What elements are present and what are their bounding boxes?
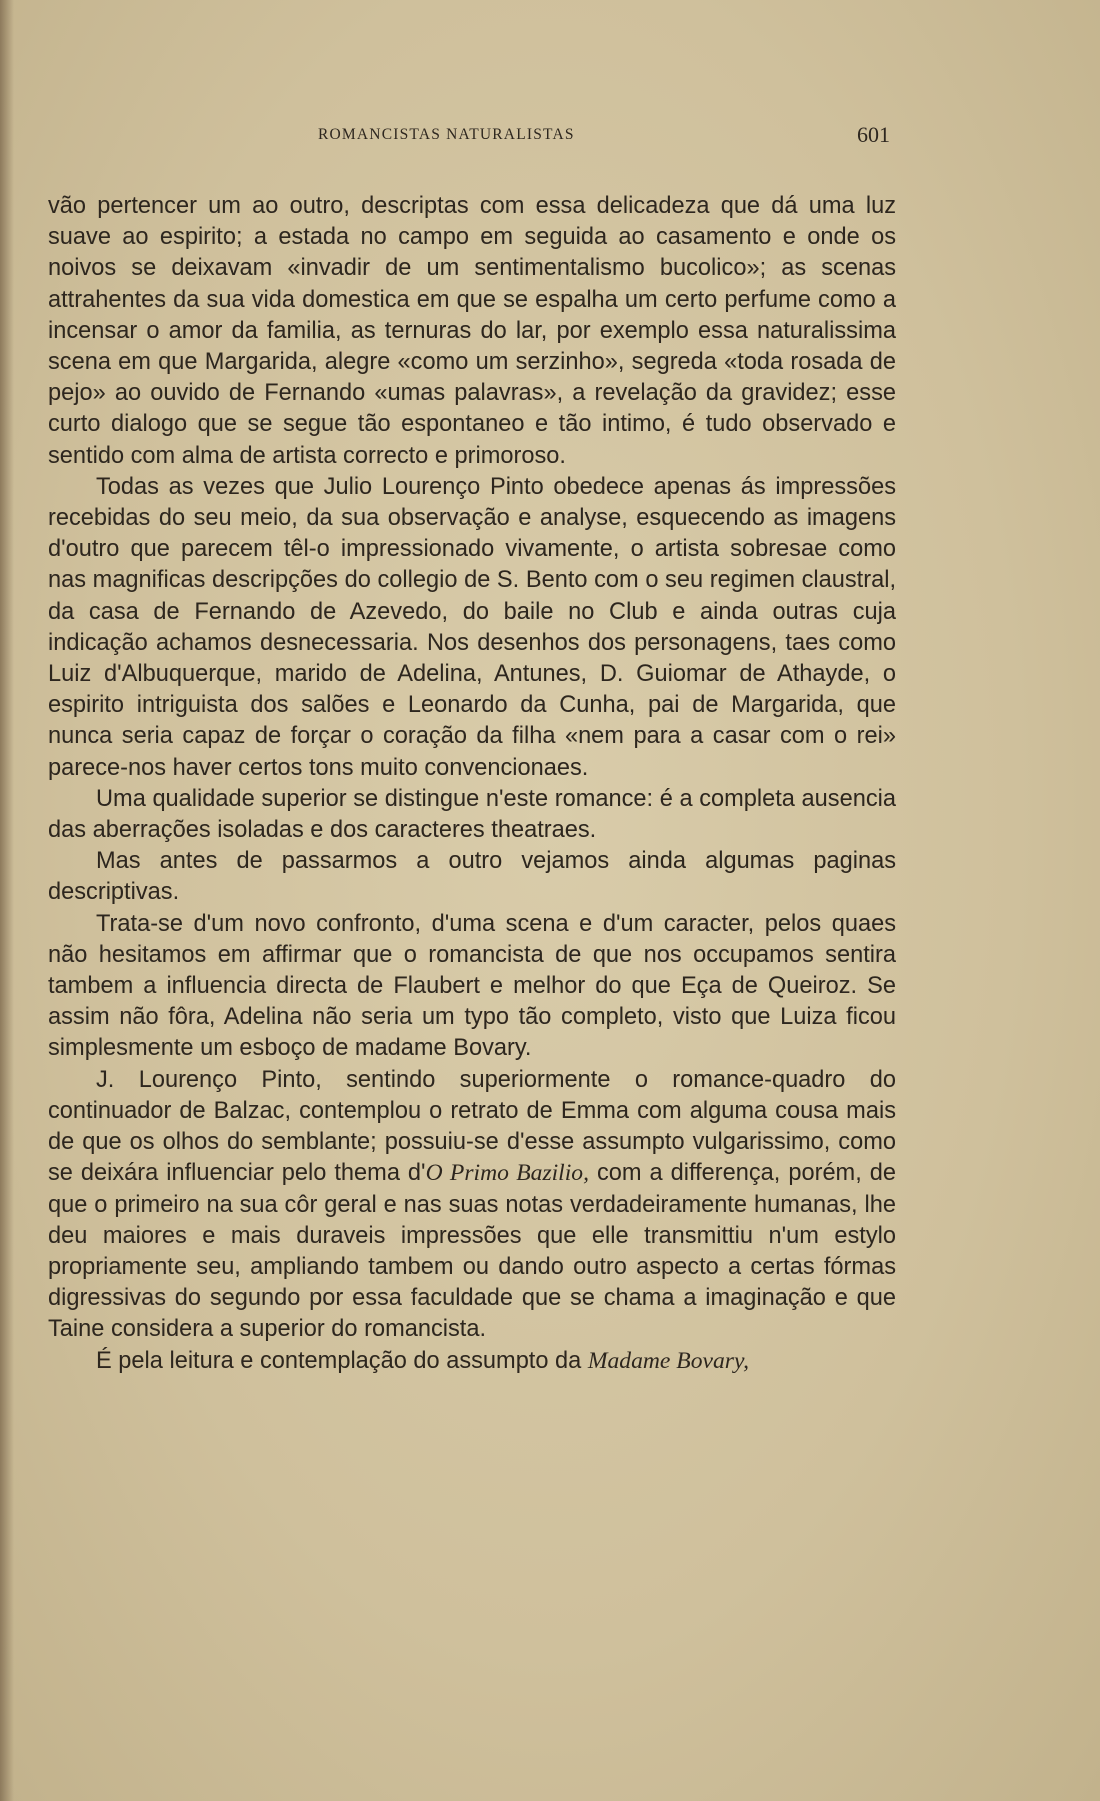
paragraph: Todas as vezes que Julio Lourenço Pinto obedece apenas ás impressões recebidas do seu meio, da sua observação e analyse, esquecendo as imagens d'outro que parecem têl-o impressionado vivamente, o artista sobresae como nas magnificas descripções do collegio de S. Bento com o seu regimen claustral, da casa de Fernando de Azevedo, do baile no Club e ainda outras cuja indicação achamos desnecessaria. Nos desenhos dos personagens, taes como Luiz d'Albuquerque, marido de Adelina, Antunes, D. Guiomar de Athayde, o espirito intriguista dos salões e Leonardo da Cunha, pai de Margarida, que nunca seria capaz de forçar o coração da filha «nem para a casar com o rei» parece-nos haver certos tons muito convencionaes. [48,473,896,781]
paragraph: vão pertencer um ao outro, descriptas com essa delicadeza que dá uma luz suave ao espirito; a estada no campo em seguida ao casamento e onde os noivos se deixavam «invadir de um sentimentalismo bucolico»; as scenas attrahentes da sua vida domestica em que se espalha um certo perfume como a incensar o amor da familia, as ternuras do lar, por exemplo essa naturalissima scena em que Margarida, alegre «como um serzinho», segreda «toda rosada de pejo» ao ouvido de Fernando «umas palavras», a revelação da gravidez; esse curto dialogo que se segue tão espontaneo e tão intimo, é tudo observado e sentido com alma de artista correcto e primoroso. [48,193,896,469]
paragraph [48,1346,896,1377]
book-title-italic: Madame Bovary, [587,1347,750,1374]
paragraph: Trata-se d'um novo confronto, d'uma scena e d'um caracter, pelos quaes não hesitamos em affirmar que o romancista de que nos occupamos sentira tambem a influencia directa de Flaubert e melhor do que Eça de Queiroz. Se assim não fôra, Adelina não seria um typo tão completo, visto que Luiza ficou simplesmente um esboço de madame Bovary. [48,910,896,1062]
paragraph: Uma qualidade superior se distingue n'este romance: é a completa ausencia das aberrações isoladas e dos caracteres theatraes. [48,785,896,844]
paragraph [48,1065,896,1346]
body-text [48,191,896,1377]
paragraph-text: com a differença, porém, de que o primeiro na sua côr geral e nas suas notas verdadeiramente humanas, lhe deu maiores e mais duraveis impressões que elle transmittiu n'um estylo propriamente seu, ampliando tambem ou dando outro aspecto a certas fórmas digressivas do segundo por essa faculdade que se chama a imaginação e que Taine considera a superior do romancista. [48,1160,896,1343]
page-number: 601 [857,122,890,147]
paragraph: Mas antes de passarmos a outro vejamos ainda algumas paginas descriptivas. [48,848,896,906]
paragraph-text: J. Lourenço Pinto, sentindo superiormente o romance-quadro do continuador de Balzac, contemplou o retrato de Emma com alguma cousa mais de que os olhos do semblante; possuiu-se d'esse assumpto vulgarissimo, como se deixára influenciar pelo thema d' [48,1066,896,1187]
running-title: ROMANCISTAS NATURALISTAS [318,126,575,143]
book-title-italic: O Primo Bazilio, [425,1160,589,1187]
page-edge-shadow [0,0,14,1801]
paragraph-text: É pela leitura e contemplação do assumpto da [96,1347,588,1374]
page-header [318,122,894,152]
